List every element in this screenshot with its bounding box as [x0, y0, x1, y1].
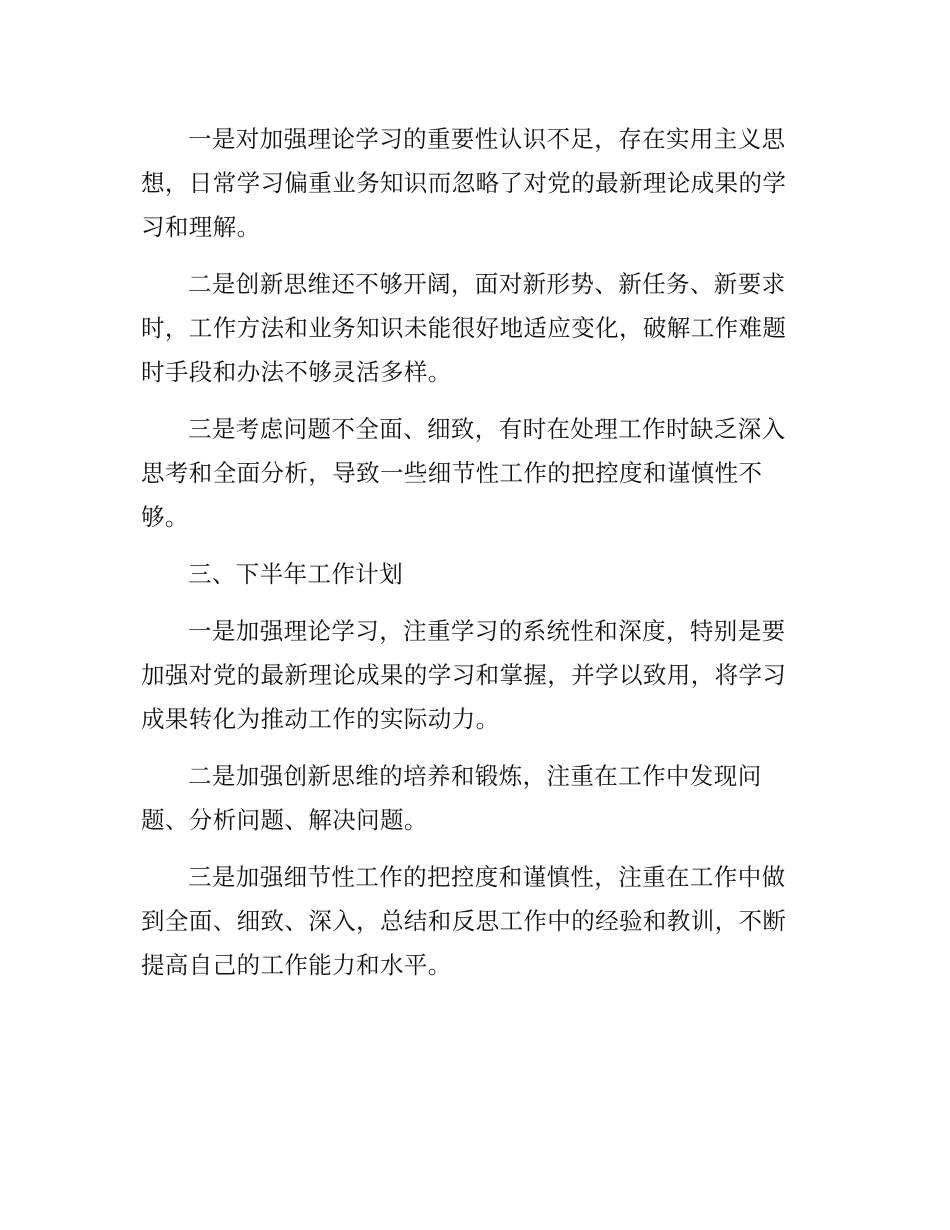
paragraph-innovation-thinking — [141, 262, 811, 394]
text-line: 一是对加强理论学习的重要性认识不足，存在实用主义思 — [188, 125, 786, 153]
text-line: 时，工作方法和业务知识未能很好地适应变化，破解工作难题 — [141, 314, 787, 342]
text-line: 想，日常学习偏重业务知识而忽略了对党的最新理论成果的学 — [141, 169, 787, 197]
paragraph-plan-details — [141, 855, 811, 987]
text-line: 题、分析问题、解决问题。 — [141, 806, 428, 834]
paragraph-lack-of-theory-study — [141, 117, 811, 249]
text-line: 成果转化为推动工作的实际动力。 — [141, 705, 500, 733]
paragraph-plan-innovation — [141, 754, 811, 842]
text-line: 一是加强理论学习，注重学习的系统性和深度，特别是要 — [188, 617, 786, 645]
document-body — [141, 117, 811, 1000]
text-line: 二是创新思维还不够开阔，面对新形势、新任务、新要求 — [188, 270, 786, 298]
text-line: 二是加强创新思维的培养和锻炼，注重在工作中发现问 — [188, 762, 762, 790]
text-line: 提高自己的工作能力和水平。 — [141, 951, 452, 979]
text-line: 三是考虑问题不全面、细致，有时在处理工作时缺乏深入 — [188, 415, 786, 443]
paragraph-consideration-issues — [141, 407, 811, 539]
section-heading-text: 三、下半年工作计划 — [188, 560, 404, 588]
text-line: 够。 — [141, 503, 189, 531]
text-line: 三是加强细节性工作的把控度和谨慎性，注重在工作中做 — [188, 863, 786, 891]
text-line: 加强对党的最新理论成果的学习和掌握，并学以致用，将学习 — [141, 661, 787, 689]
section-heading-work-plan — [141, 552, 811, 596]
paragraph-plan-theory-study — [141, 609, 811, 741]
text-line: 到全面、细致、深入，总结和反思工作中的经验和教训，不断 — [141, 907, 787, 935]
text-line: 习和理解。 — [141, 213, 261, 241]
text-line: 思考和全面分析，导致一些细节性工作的把控度和谨慎性不 — [141, 459, 763, 487]
text-line: 时手段和办法不够灵活多样。 — [141, 358, 452, 386]
